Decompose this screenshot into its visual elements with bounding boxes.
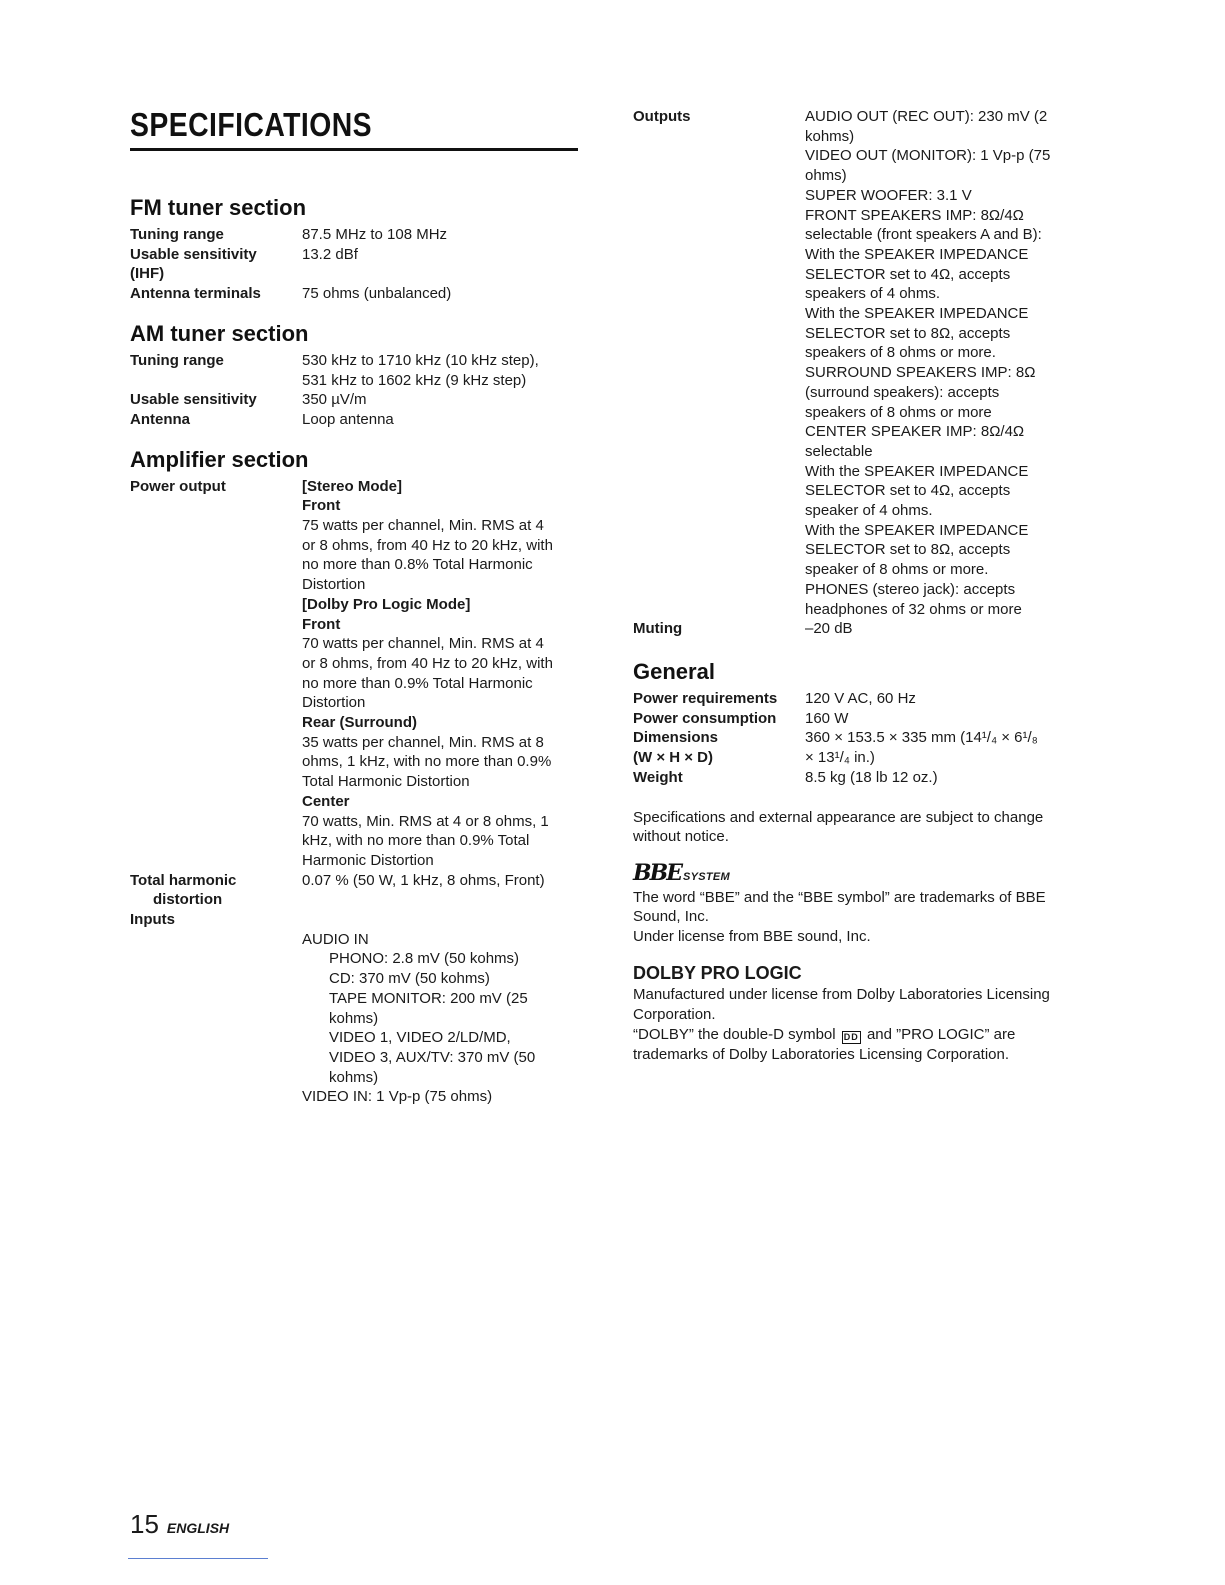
spec-value: –20 dB [805, 620, 853, 638]
spec-label: Weight [633, 768, 683, 786]
spec-value-line: kohms) [329, 1068, 379, 1086]
spec-label [130, 245, 302, 284]
spec-value-line: speakers of 8 ohms or more. [805, 344, 996, 362]
spec-value-line: VIDEO OUT (MONITOR): 1 Vp-p (75 [805, 147, 1051, 165]
spec-value-line: speaker of 4 ohms. [805, 502, 933, 520]
spec-label-line: Usable sensitivity [130, 245, 257, 263]
title-rule [130, 148, 578, 151]
spec-value-line: CENTER SPEAKER IMP: 8Ω/4Ω [805, 423, 1025, 441]
outputs-row [633, 107, 1083, 619]
spec-value-line: headphones of 32 ohms or more [805, 600, 1022, 618]
inputs-row [130, 910, 580, 1107]
dolby-heading: DOLBY PRO LOGIC [633, 962, 802, 983]
dolby-line: Manufactured under license from Dolby Laboratories Licensing [633, 986, 1050, 1004]
spec-value: 120 V AC, 60 Hz [805, 689, 916, 707]
spec-value-line: speaker of 8 ohms or more. [805, 561, 989, 579]
spec-value-line: VIDEO 1, VIDEO 2/LD/MD, [329, 1029, 511, 1047]
spec-value-line: ohms, 1 kHz, with no more than 0.9% [302, 753, 552, 771]
bottom-rule [128, 1558, 268, 1559]
bbe-paragraph [633, 888, 1083, 947]
am-section [130, 321, 580, 430]
spec-value-line: With the SPEAKER IMPEDANCE [805, 521, 1029, 539]
bbe-section [633, 859, 1083, 947]
am-sensitivity-row [130, 390, 580, 410]
page-number: 15 [130, 1509, 159, 1539]
spec-value-line: 35 watts per channel, Min. RMS at 8 [302, 733, 544, 751]
spec-value-line: 75 watts per channel, Min. RMS at 4 [302, 517, 544, 535]
spec-label-line: (IHF) [130, 265, 165, 283]
spec-label-line: Total harmonic [130, 871, 237, 889]
dolby-double-d-icon: DD [843, 1031, 859, 1042]
fm-section [130, 195, 580, 304]
right-column [633, 107, 1083, 1064]
power-output-row [130, 477, 580, 871]
spec-value-line: kHz, with no more than 0.9% Total [302, 832, 530, 850]
power-output-list [302, 477, 580, 871]
spec-value-line: 70 watts, Min. RMS at 4 or 8 ohms, 1 [302, 812, 549, 830]
muting-row [633, 619, 1083, 639]
thd-row [130, 871, 580, 910]
spec-label: Antenna [130, 410, 190, 428]
spec-value-line: SURROUND SPEAKERS IMP: 8Ω [805, 364, 1036, 382]
spec-value-line: Harmonic Distortion [302, 851, 434, 869]
spec-label-line: (W × H × D) [633, 749, 714, 767]
spec-value: 13.2 dBf [302, 245, 358, 263]
spec-value-line: Front [302, 497, 341, 515]
spec-label: Power requirements [633, 689, 778, 707]
notice-line: Specifications and external appearance are subject to change [633, 808, 1044, 826]
spec-label: Outputs [633, 108, 691, 125]
bbe-logo-system: SYSTEM [682, 870, 730, 883]
spec-label-line: distortion [153, 891, 223, 909]
dolby-line: “DOLBY” the double-D symbol [633, 1025, 836, 1043]
dolby-paragraph [633, 985, 1083, 1064]
spec-value-line: kohms) [329, 1009, 379, 1027]
bbe-logo [633, 859, 1083, 888]
spec-value-line: × 13¹/₄ in.) [805, 749, 875, 767]
fm-sensitivity-row [130, 245, 580, 284]
spec-value-line: or 8 ohms, from 40 Hz to 20 kHz, with [302, 654, 553, 672]
power-requirements-row [633, 689, 1083, 709]
spec-value-line: VIDEO IN: 1 Vp-p (75 ohms) [302, 1088, 493, 1106]
spec-value-line: PHONES (stereo jack): accepts [805, 580, 1016, 598]
spec-value-line: (surround speakers): accepts [805, 383, 1000, 401]
inputs-list [302, 910, 580, 1107]
fm-heading: FM tuner section [130, 195, 307, 220]
spec-value-line: SUPER WOOFER: 3.1 V [805, 186, 972, 204]
general-section [633, 659, 1083, 847]
left-column [130, 195, 580, 1107]
spec-label: Antenna terminals [130, 285, 261, 303]
spec-value: 87.5 MHz to 108 MHz [302, 226, 448, 243]
spec-value-line: Distortion [302, 694, 366, 712]
spec-value-line: speakers of 4 ohms. [805, 285, 941, 303]
spec-value: 0.07 % (50 W, 1 kHz, 8 ohms, Front) [302, 871, 545, 889]
spec-label: Tuning range [130, 226, 224, 243]
spec-value-line: FRONT SPEAKERS IMP: 8Ω/4Ω [805, 206, 1024, 224]
page-footer [130, 1509, 229, 1540]
spec-label: Muting [633, 620, 683, 638]
am-heading: AM tuner section [130, 320, 309, 346]
spec-value: 160 W [805, 709, 849, 727]
dolby-line: and ”PRO LOGIC” are [866, 1025, 1016, 1043]
spec-value-line: or 8 ohms, from 40 Hz to 20 kHz, with [302, 536, 553, 554]
amplifier-section [130, 447, 580, 1107]
page-title: SPECIFICATIONS [130, 106, 373, 143]
dolby-line: Corporation. [633, 1006, 716, 1024]
spec-value-line: SELECTOR set to 8Ω, accepts [805, 541, 1011, 559]
spec-value-line: no more than 0.9% Total Harmonic [302, 674, 533, 692]
outputs-list [805, 107, 1083, 619]
spec-label [633, 728, 805, 767]
spec-value-line: SELECTOR set to 4Ω, accepts [805, 482, 1011, 500]
spec-value-line: 360 × 153.5 × 335 mm (14¹/₄ × 6¹/₈ [805, 729, 1038, 747]
spec-value-line: ohms) [805, 167, 847, 185]
spec-label: Usable sensitivity [130, 391, 257, 409]
dimensions-row [633, 728, 1083, 767]
spec-value-line: [Dolby Pro Logic Mode] [302, 595, 471, 613]
weight-row [633, 768, 1083, 788]
spec-value [805, 728, 1083, 767]
spec-value-line: SELECTOR set to 4Ω, accepts [805, 265, 1011, 283]
spec-value-line: kohms) [805, 127, 855, 145]
fm-tuning-row [130, 225, 580, 245]
spec-value-line: Rear (Surround) [302, 714, 418, 732]
spec-value [302, 351, 580, 390]
spec-value: 350 µV/m [302, 391, 367, 409]
spec-value-line: Front [302, 615, 341, 633]
power-consumption-row [633, 709, 1083, 729]
spec-value-line: selectable [805, 442, 873, 460]
spec-value-line: VIDEO 3, AUX/TV: 370 mV (50 [329, 1049, 536, 1066]
spec-value-line: With the SPEAKER IMPEDANCE [805, 245, 1029, 263]
spec-value-line: 531 kHz to 1602 kHz (9 kHz step) [302, 371, 527, 389]
fm-antenna-row [130, 284, 580, 304]
general-heading: General [633, 658, 715, 684]
spec-value-line: CD: 370 mV (50 kohms) [329, 970, 490, 988]
bbe-line: Sound, Inc. [633, 908, 709, 926]
spec-value-line: Center [302, 792, 350, 810]
spec-value-line: [Stereo Mode] [302, 477, 403, 495]
spec-value-line: Total Harmonic Distortion [302, 773, 470, 791]
spec-value: Loop antenna [302, 410, 394, 428]
am-antenna-row [130, 410, 580, 430]
notice-paragraph [633, 808, 1083, 847]
dolby-line: trademarks of Dolby Laboratories Licensing Corporation. [633, 1045, 1010, 1063]
spec-value-line: AUDIO OUT (REC OUT): 230 mV (2 [805, 108, 1048, 125]
spec-value-line: no more than 0.8% Total Harmonic [302, 556, 533, 574]
spec-label: Power consumption [633, 709, 777, 727]
spec-label: Tuning range [130, 351, 224, 369]
amplifier-heading: Amplifier section [130, 446, 309, 472]
spec-label: Power output [130, 477, 226, 495]
am-tuning-row [130, 351, 580, 390]
spec-value-line: With the SPEAKER IMPEDANCE [805, 305, 1029, 323]
spec-value-line: SELECTOR set to 8Ω, accepts [805, 324, 1011, 342]
dolby-section [633, 964, 1083, 1065]
bbe-logo-mark: BBE [633, 859, 681, 886]
spec-label-line: Dimensions [633, 729, 719, 747]
spec-value-line: speakers of 8 ohms or more [805, 403, 992, 421]
spec-value-line: selectable (front speakers A and B): [805, 226, 1042, 244]
spec-label [130, 871, 302, 910]
spec-value-line: PHONO: 2.8 mV (50 kohms) [329, 950, 520, 968]
spec-label: Inputs [130, 911, 175, 929]
spec-value-line: Distortion [302, 576, 366, 594]
spec-value-line: 70 watts per channel, Min. RMS at 4 [302, 635, 544, 653]
spec-value-line: 530 kHz to 1710 kHz (10 kHz step), [302, 351, 539, 369]
spec-value-line: With the SPEAKER IMPEDANCE [805, 462, 1029, 480]
notice-line: without notice. [633, 828, 729, 846]
spec-value: 8.5 kg (18 lb 12 oz.) [805, 768, 938, 786]
spec-value-line: TAPE MONITOR: 200 mV (25 [329, 989, 528, 1007]
footer-language: ENGLISH [166, 1520, 230, 1536]
bbe-line: Under license from BBE sound, Inc. [633, 928, 871, 946]
spec-value: 75 ohms (unbalanced) [302, 285, 452, 303]
bbe-line: The word “BBE” and the “BBE symbol” are trademarks of BBE [633, 888, 1046, 906]
spec-value-line: AUDIO IN [302, 930, 369, 948]
